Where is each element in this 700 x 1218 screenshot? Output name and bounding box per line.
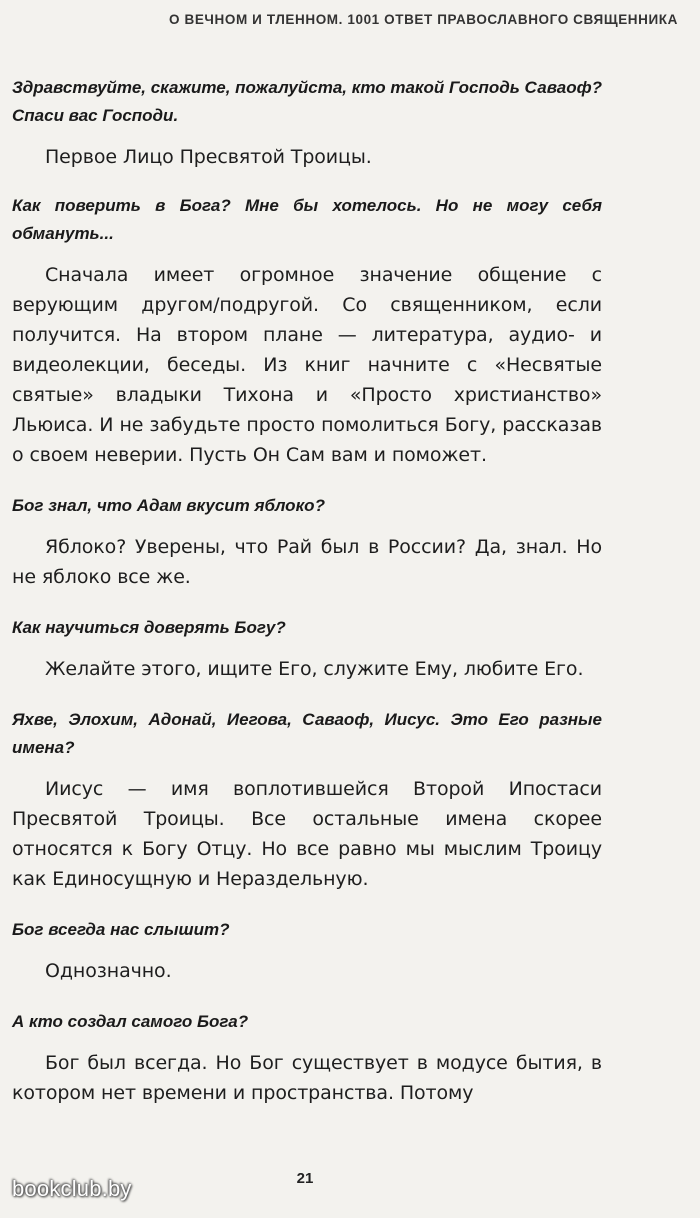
- answer-6: Однозначно.: [45, 960, 172, 982]
- question-4: Как научиться доверять Богу?: [12, 618, 286, 637]
- question-3: Бог знал, что Адам вкусит яблоко?: [12, 496, 325, 515]
- question-1: Здравствуйте, скажите, пожалуйста, кто такой Господь Саваоф? Спаси вас Господи.: [12, 78, 603, 125]
- answer-3: Яблоко? Уверены, что Рай был в России? Да, знал. Но не яблоко все же.: [12, 536, 602, 588]
- question-5: Яхве, Элохим, Адонай, Иегова, Саваоф, Иисус. Это Его разные имена?: [12, 710, 602, 757]
- answer-4: Желайте этого, ищите Его, служите Ему, любите Его.: [45, 658, 584, 680]
- qa-item-6: [12, 916, 602, 986]
- question-2: Как поверить в Бога? Мне бы хотелось. Но не могу себя обмануть...: [12, 196, 602, 243]
- watermark-logo: bookclub.by: [12, 1176, 132, 1201]
- answer-2: Сначала имеет огромное значение общение с верующим другом/подругой. Со священником, если получится. На втором плане — литература, аудио- и видеолекции, беседы. Из книг начните с «Несвятые святые» владыки Тихона и «Просто христианство» Льюиса. И не забудьте просто помолиться Богу, рассказав о своем неверии. Пусть Он Сам вам и поможет.: [12, 264, 602, 466]
- question-6: Бог всегда нас слышит?: [12, 920, 230, 939]
- answer-1: Первое Лицо Пресвятой Троицы.: [45, 146, 372, 168]
- answer-7: Бог был всегда. Но Бог существует в модусе бытия, в котором нет времени и пространства. Потому: [12, 1052, 602, 1104]
- running-header: О ВЕЧНОМ И ТЛЕННОМ. 1001 ОТВЕТ ПРАВОСЛАВНОГО СВЯЩЕННИКА: [169, 12, 678, 27]
- qa-item-1: [12, 74, 602, 172]
- qa-item-4: [12, 614, 602, 684]
- qa-item-2: [12, 192, 602, 470]
- page-body: [12, 74, 602, 1108]
- page-number: 21: [296, 1170, 314, 1187]
- answer-5: Иисус — имя воплотившейся Второй Ипостаси Пресвятой Троицы. Все остальные имена скорее относятся к Богу Отцу. Но все равно мы мыслим Троицу как Единосущную и Нераздельную.: [12, 778, 602, 890]
- qa-item-5: [12, 706, 602, 894]
- qa-item-7: [12, 1008, 602, 1108]
- question-7: А кто создал самого Бога?: [12, 1012, 249, 1031]
- qa-item-3: [12, 492, 602, 592]
